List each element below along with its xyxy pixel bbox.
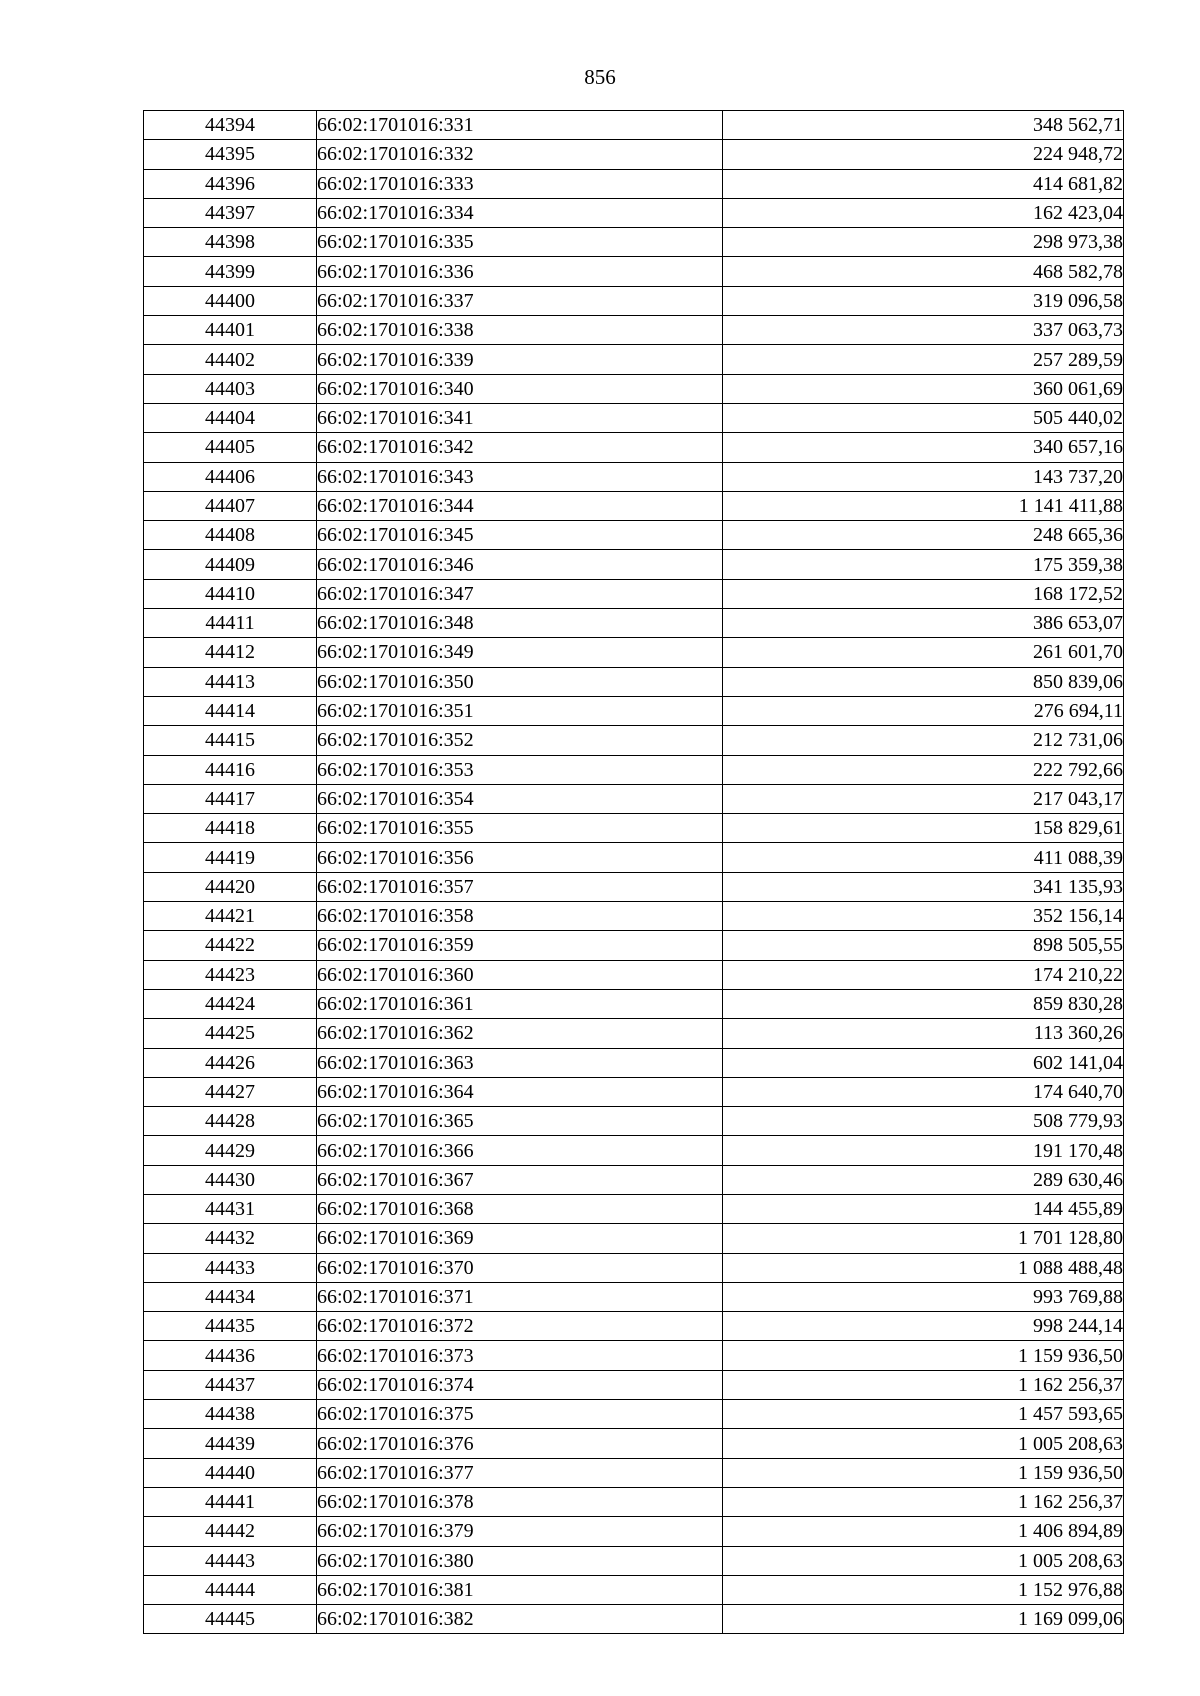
cadastral-number-cell: 66:02:1701016:363 [317,1048,723,1077]
cadastral-number-cell: 66:02:1701016:341 [317,403,723,432]
row-number-cell: 44430 [144,1165,317,1194]
row-number-cell: 44445 [144,1605,317,1634]
cadastral-value-cell: 859 830,28 [723,989,1124,1018]
row-number-cell: 44407 [144,491,317,520]
cadastral-number-cell: 66:02:1701016:359 [317,931,723,960]
row-number-cell: 44418 [144,814,317,843]
cadastral-value-cell: 289 630,46 [723,1165,1124,1194]
cadastral-value-cell: 1 169 099,06 [723,1605,1124,1634]
cadastral-value-cell: 276 694,11 [723,696,1124,725]
row-number-cell: 44396 [144,169,317,198]
cadastral-value-cell: 261 601,70 [723,638,1124,667]
cadastral-number-cell: 66:02:1701016:346 [317,550,723,579]
cadastral-value-cell: 411 088,39 [723,843,1124,872]
cadastral-value-cell: 352 156,14 [723,902,1124,931]
table-row [144,960,1124,989]
table-row [144,550,1124,579]
table-row [144,316,1124,345]
table-row [144,1282,1124,1311]
table-row [144,491,1124,520]
cadastral-value-cell: 1 141 411,88 [723,491,1124,520]
cadastral-value-cell: 224 948,72 [723,140,1124,169]
table-row [144,1048,1124,1077]
cadastral-value-cell: 850 839,06 [723,667,1124,696]
table-row [144,1077,1124,1106]
cadastral-number-cell: 66:02:1701016:374 [317,1370,723,1399]
table-row [144,1224,1124,1253]
cadastral-number-cell: 66:02:1701016:378 [317,1487,723,1516]
table-row [144,1546,1124,1575]
cadastral-value-cell: 144 455,89 [723,1194,1124,1223]
cadastral-value-cell: 360 061,69 [723,374,1124,403]
row-number-cell: 44416 [144,755,317,784]
row-number-cell: 44429 [144,1136,317,1165]
row-number-cell: 44427 [144,1077,317,1106]
table-row [144,257,1124,286]
cadastral-number-cell: 66:02:1701016:352 [317,726,723,755]
table-row [144,784,1124,813]
table-row [144,872,1124,901]
table-row [144,1517,1124,1546]
cadastral-value-cell: 508 779,93 [723,1107,1124,1136]
page-number: 856 [584,65,616,89]
cadastral-number-cell: 66:02:1701016:351 [317,696,723,725]
table-row [144,521,1124,550]
cadastral-number-cell: 66:02:1701016:342 [317,433,723,462]
table-row [144,1107,1124,1136]
row-number-cell: 44415 [144,726,317,755]
row-number-cell: 44394 [144,111,317,140]
cadastral-value-cell: 212 731,06 [723,726,1124,755]
cadastral-value-cell: 1 159 936,50 [723,1458,1124,1487]
cadastral-number-cell: 66:02:1701016:375 [317,1400,723,1429]
row-number-cell: 44441 [144,1487,317,1516]
table-row [144,1194,1124,1223]
table-row [144,228,1124,257]
cadastral-value-cell: 993 769,88 [723,1282,1124,1311]
cadastral-value-cell: 340 657,16 [723,433,1124,462]
cadastral-number-cell: 66:02:1701016:338 [317,316,723,345]
row-number-cell: 44403 [144,374,317,403]
cadastral-number-cell: 66:02:1701016:381 [317,1575,723,1604]
cadastral-number-cell: 66:02:1701016:353 [317,755,723,784]
table-row [144,1575,1124,1604]
table-body [144,111,1124,1634]
row-number-cell: 44409 [144,550,317,579]
cadastral-value-cell: 175 359,38 [723,550,1124,579]
cadastral-value-cell: 248 665,36 [723,521,1124,550]
cadastral-value-cell: 337 063,73 [723,316,1124,345]
cadastral-number-cell: 66:02:1701016:358 [317,902,723,931]
cadastral-value-cell: 162 423,04 [723,198,1124,227]
table-row [144,1605,1124,1634]
cadastral-number-cell: 66:02:1701016:340 [317,374,723,403]
table-row [144,433,1124,462]
cadastral-number-cell: 66:02:1701016:337 [317,286,723,315]
row-number-cell: 44405 [144,433,317,462]
row-number-cell: 44401 [144,316,317,345]
cadastral-number-cell: 66:02:1701016:339 [317,345,723,374]
table-row [144,843,1124,872]
cadastral-value-cell: 217 043,17 [723,784,1124,813]
cadastral-value-cell: 1 005 208,63 [723,1546,1124,1575]
cadastral-number-cell: 66:02:1701016:379 [317,1517,723,1546]
row-number-cell: 44412 [144,638,317,667]
cadastral-number-cell: 66:02:1701016:347 [317,579,723,608]
cadastral-value-cell: 1 005 208,63 [723,1429,1124,1458]
cadastral-number-cell: 66:02:1701016:349 [317,638,723,667]
table-row [144,814,1124,843]
cadastral-number-cell: 66:02:1701016:382 [317,1605,723,1634]
cadastral-number-cell: 66:02:1701016:350 [317,667,723,696]
row-number-cell: 44438 [144,1400,317,1429]
row-number-cell: 44398 [144,228,317,257]
cadastral-number-cell: 66:02:1701016:360 [317,960,723,989]
table-row [144,1400,1124,1429]
row-number-cell: 44402 [144,345,317,374]
cadastral-number-cell: 66:02:1701016:380 [317,1546,723,1575]
row-number-cell: 44417 [144,784,317,813]
cadastral-value-cell: 1 457 593,65 [723,1400,1124,1429]
cadastral-number-cell: 66:02:1701016:368 [317,1194,723,1223]
row-number-cell: 44413 [144,667,317,696]
table-row [144,1487,1124,1516]
table-row [144,579,1124,608]
table-row [144,726,1124,755]
cadastral-value-cell: 386 653,07 [723,609,1124,638]
row-number-cell: 44432 [144,1224,317,1253]
row-number-cell: 44399 [144,257,317,286]
row-number-cell: 44414 [144,696,317,725]
table-row [144,667,1124,696]
cadastral-value-cell: 1 162 256,37 [723,1487,1124,1516]
row-number-cell: 44425 [144,1019,317,1048]
table-row [144,1253,1124,1282]
table-row [144,1165,1124,1194]
row-number-cell: 44422 [144,931,317,960]
table-row [144,1341,1124,1370]
cadastral-number-cell: 66:02:1701016:333 [317,169,723,198]
cadastral-number-cell: 66:02:1701016:331 [317,111,723,140]
cadastral-value-table [143,110,1124,1634]
cadastral-number-cell: 66:02:1701016:371 [317,1282,723,1311]
cadastral-number-cell: 66:02:1701016:343 [317,462,723,491]
table-row [144,403,1124,432]
cadastral-value-cell: 348 562,71 [723,111,1124,140]
table-row [144,1312,1124,1341]
cadastral-number-cell: 66:02:1701016:372 [317,1312,723,1341]
cadastral-number-cell: 66:02:1701016:355 [317,814,723,843]
cadastral-number-cell: 66:02:1701016:354 [317,784,723,813]
table-row [144,140,1124,169]
row-number-cell: 44424 [144,989,317,1018]
table-row [144,609,1124,638]
cadastral-number-cell: 66:02:1701016:365 [317,1107,723,1136]
cadastral-number-cell: 66:02:1701016:361 [317,989,723,1018]
row-number-cell: 44437 [144,1370,317,1399]
cadastral-number-cell: 66:02:1701016:373 [317,1341,723,1370]
cadastral-value-cell: 898 505,55 [723,931,1124,960]
cadastral-number-cell: 66:02:1701016:335 [317,228,723,257]
cadastral-value-cell: 1 159 936,50 [723,1341,1124,1370]
table-row [144,345,1124,374]
row-number-cell: 44435 [144,1312,317,1341]
table-row [144,1429,1124,1458]
cadastral-number-cell: 66:02:1701016:377 [317,1458,723,1487]
cadastral-number-cell: 66:02:1701016:366 [317,1136,723,1165]
row-number-cell: 44436 [144,1341,317,1370]
cadastral-number-cell: 66:02:1701016:348 [317,609,723,638]
cadastral-value-cell: 505 440,02 [723,403,1124,432]
row-number-cell: 44419 [144,843,317,872]
table-row [144,286,1124,315]
cadastral-value-cell: 222 792,66 [723,755,1124,784]
cadastral-value-cell: 174 210,22 [723,960,1124,989]
row-number-cell: 44443 [144,1546,317,1575]
cadastral-value-cell: 1 162 256,37 [723,1370,1124,1399]
row-number-cell: 44408 [144,521,317,550]
table-row [144,638,1124,667]
table-row [144,169,1124,198]
row-number-cell: 44400 [144,286,317,315]
row-number-cell: 44423 [144,960,317,989]
row-number-cell: 44420 [144,872,317,901]
cadastral-number-cell: 66:02:1701016:356 [317,843,723,872]
row-number-cell: 44395 [144,140,317,169]
row-number-cell: 44411 [144,609,317,638]
table-row [144,696,1124,725]
cadastral-number-cell: 66:02:1701016:367 [317,1165,723,1194]
cadastral-value-cell: 1 152 976,88 [723,1575,1124,1604]
cadastral-value-cell: 257 289,59 [723,345,1124,374]
cadastral-value-cell: 168 172,52 [723,579,1124,608]
row-number-cell: 44434 [144,1282,317,1311]
cadastral-number-cell: 66:02:1701016:370 [317,1253,723,1282]
row-number-cell: 44404 [144,403,317,432]
cadastral-value-cell: 602 141,04 [723,1048,1124,1077]
row-number-cell: 44444 [144,1575,317,1604]
cadastral-value-cell: 468 582,78 [723,257,1124,286]
row-number-cell: 44433 [144,1253,317,1282]
cadastral-value-cell: 1 088 488,48 [723,1253,1124,1282]
row-number-cell: 44410 [144,579,317,608]
cadastral-number-cell: 66:02:1701016:376 [317,1429,723,1458]
table-row [144,931,1124,960]
cadastral-value-cell: 319 096,58 [723,286,1124,315]
table-row [144,1458,1124,1487]
table-row [144,111,1124,140]
cadastral-number-cell: 66:02:1701016:364 [317,1077,723,1106]
table-row [144,989,1124,1018]
row-number-cell: 44397 [144,198,317,227]
cadastral-number-cell: 66:02:1701016:336 [317,257,723,286]
cadastral-number-cell: 66:02:1701016:357 [317,872,723,901]
cadastral-value-cell: 341 135,93 [723,872,1124,901]
cadastral-value-cell: 414 681,82 [723,169,1124,198]
cadastral-value-cell: 158 829,61 [723,814,1124,843]
row-number-cell: 44426 [144,1048,317,1077]
cadastral-number-cell: 66:02:1701016:332 [317,140,723,169]
table-row [144,198,1124,227]
table-row [144,1019,1124,1048]
row-number-cell: 44421 [144,902,317,931]
row-number-cell: 44406 [144,462,317,491]
cadastral-value-cell: 1 701 128,80 [723,1224,1124,1253]
cadastral-value-cell: 998 244,14 [723,1312,1124,1341]
cadastral-value-cell: 143 737,20 [723,462,1124,491]
row-number-cell: 44442 [144,1517,317,1546]
table-row [144,374,1124,403]
row-number-cell: 44439 [144,1429,317,1458]
table-row [144,1136,1124,1165]
table-row [144,462,1124,491]
cadastral-number-cell: 66:02:1701016:344 [317,491,723,520]
cadastral-value-cell: 1 406 894,89 [723,1517,1124,1546]
row-number-cell: 44431 [144,1194,317,1223]
table-row [144,1370,1124,1399]
cadastral-number-cell: 66:02:1701016:362 [317,1019,723,1048]
cadastral-value-cell: 191 170,48 [723,1136,1124,1165]
cadastral-number-cell: 66:02:1701016:369 [317,1224,723,1253]
cadastral-number-cell: 66:02:1701016:334 [317,198,723,227]
row-number-cell: 44440 [144,1458,317,1487]
row-number-cell: 44428 [144,1107,317,1136]
cadastral-value-cell: 113 360,26 [723,1019,1124,1048]
cadastral-value-cell: 298 973,38 [723,228,1124,257]
cadastral-value-cell: 174 640,70 [723,1077,1124,1106]
cadastral-number-cell: 66:02:1701016:345 [317,521,723,550]
table-row [144,755,1124,784]
table-row [144,902,1124,931]
